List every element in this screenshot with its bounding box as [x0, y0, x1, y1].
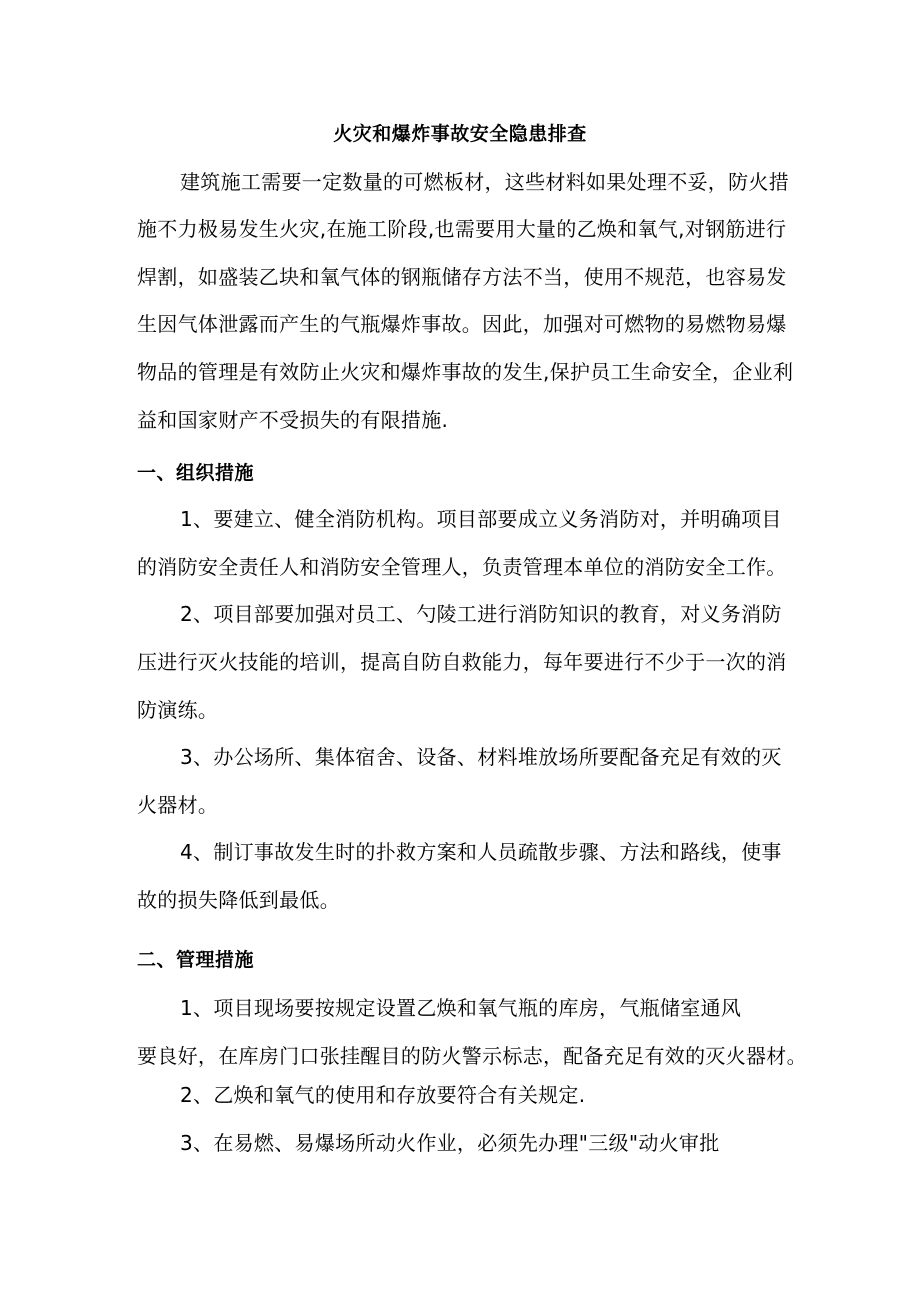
section1-item2-line-3: 防演练。	[137, 698, 219, 722]
section1-item2-line-2: 压进行灭火技能的培训，提高自防自救能力，每年要进行不少于一次的消	[137, 650, 787, 674]
intro-line-1: 建筑施工需要一定数量的可燃板材，这些材料如果处理不妥，防火措	[180, 170, 789, 194]
section2-item1-line-2: 要良好，在库房门口张挂醒目的防火警示标志，配备充足有效的灭火器材。	[137, 1044, 807, 1068]
intro-line-4: 生因气体泄露而产生的气瓶爆炸事故。因此，加强对可燃物的易燃物易爆	[137, 312, 787, 336]
section1-item4-line-2: 故的损失降低到最低。	[137, 888, 340, 912]
section2-heading: 二、管理措施	[137, 949, 255, 971]
document-title: 火灾和爆炸事故安全隐患排查	[333, 123, 587, 145]
section1-item1-line-1: 1、要建立、健全消防机构。项目部要成立义务消防对，并明确项目	[180, 507, 782, 531]
section2-item2-line-1: 2、乙焕和氧气的使用和存放要符合有关规定.	[180, 1083, 586, 1107]
section1-item1-line-2: 的消防安全责任人和消防安全管理人，负责管理本单位的消防安全工作。	[137, 555, 787, 579]
section1-item2-line-1: 2、项目部要加强对员工、勺陵工进行消防知识的教育，对义务消防	[180, 602, 782, 626]
section2-item3-line-1: 3、在易燃、易爆场所动火作业，必须先办理"三级"动火审批	[180, 1131, 720, 1155]
section1-item3-line-2: 火器材。	[137, 793, 219, 817]
section1-item3-line-1: 3、办公场所、集体宿舍、设备、材料堆放场所要配备充足有效的灭	[180, 745, 782, 769]
section2-item1-line-1: 1、项目现场要按规定设置乙焕和氧气瓶的库房，气瓶储室通风	[180, 996, 742, 1020]
intro-line-2: 施不力极易发生火灾,在施工阶段,也需要用大量的乙焕和氧气,对钢筋进行	[137, 217, 787, 241]
section1-heading: 一、组织措施	[137, 462, 255, 484]
intro-line-3: 焊割，如盛装乙块和氧气体的钢瓶储存方法不当，使用不规范，也容易发	[137, 265, 787, 289]
section1-item4-line-1: 4、制订事故发生时的扑救方案和人员疏散步骤、方法和路线，使事	[180, 840, 782, 864]
intro-line-5: 物品的管理是有效防止火灾和爆炸事故的发生,保护员工生命安全，企业利	[137, 360, 794, 384]
intro-line-6: 益和国家财产不受损失的有限措施.	[137, 408, 449, 432]
